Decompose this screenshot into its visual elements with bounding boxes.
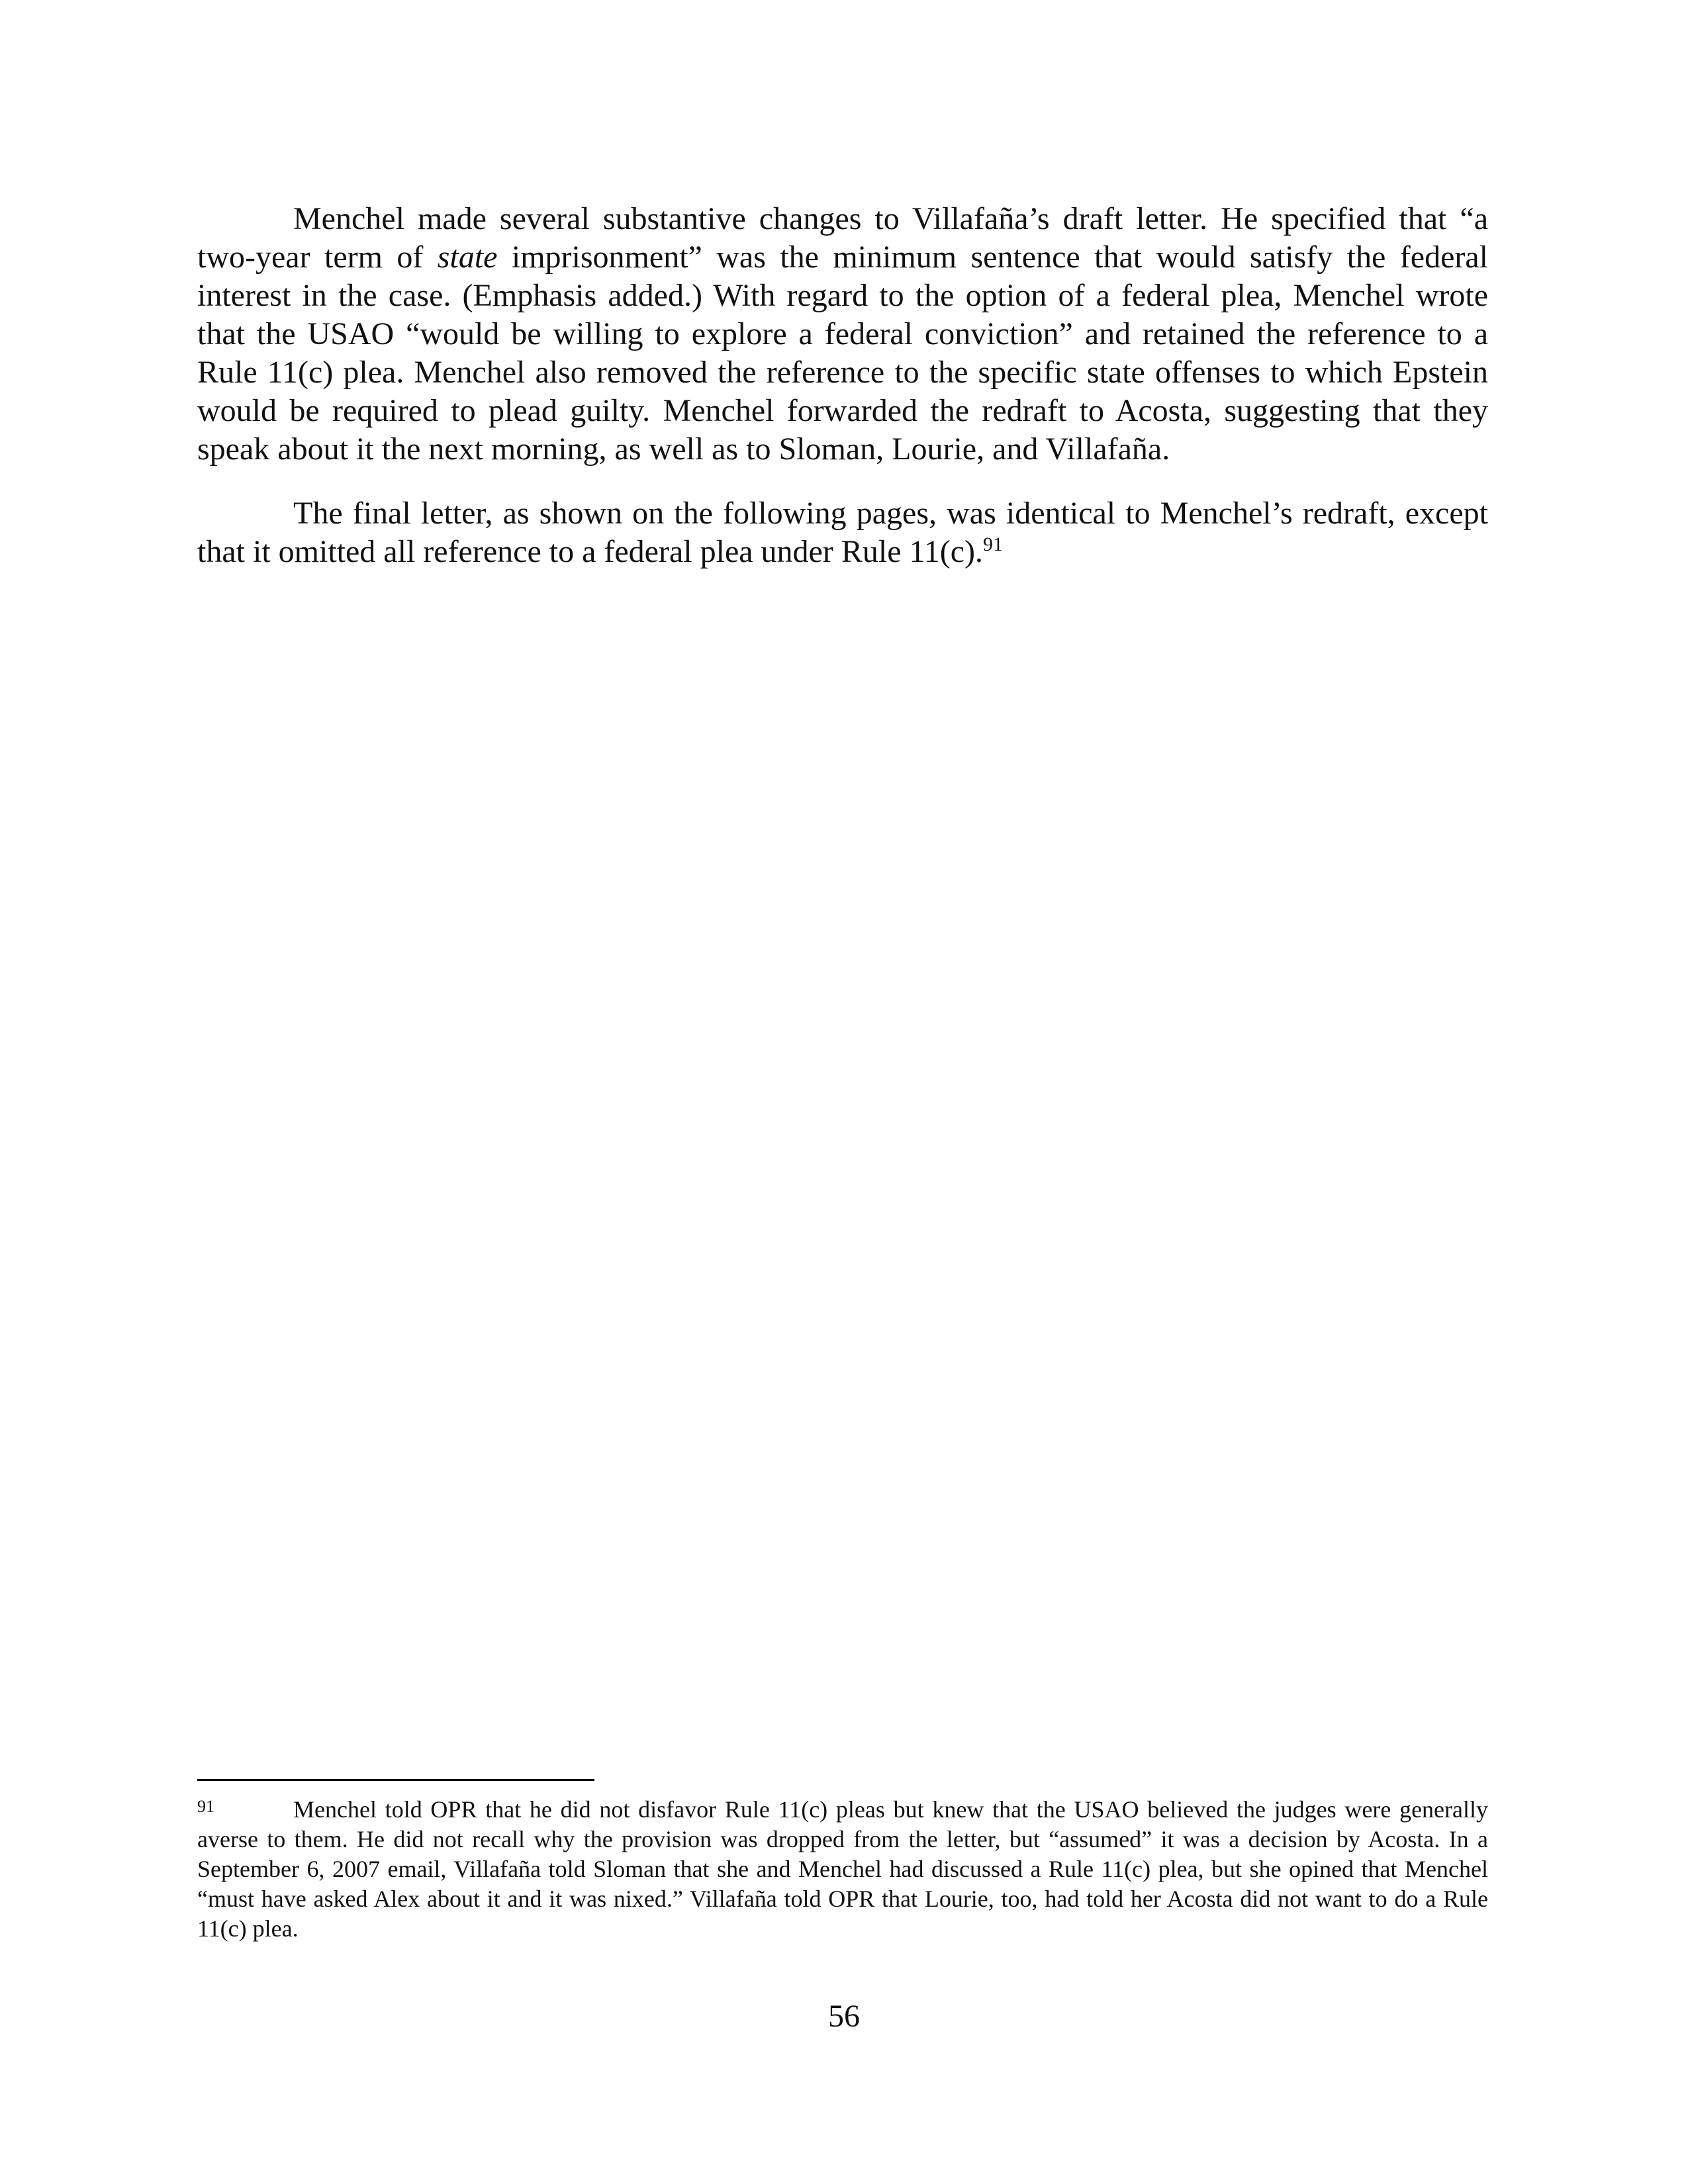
footnote-reference[interactable]: 91 xyxy=(983,533,1003,555)
footnote-91 xyxy=(197,1795,1488,1944)
footnote-text: Menchel told OPR that he did not disfavor Rule 11(c) pleas but knew that the USAO believed the judges were generally averse to them. He did not recall why the provision was dropped from the letter, but “assumed” it was a decision by Acosta. In a September 6, 2007 email, Villafaña told Sloman that she and Menchel had discussed a Rule 11(c) plea, but she opined that Menchel “must have asked Alex about it and it was nixed.” Villafaña told OPR that Lourie, too, had told her Acosta did not want to do a Rule 11(c) plea. xyxy=(197,1796,1488,1942)
body-paragraph-2 xyxy=(197,494,1488,571)
footnote-number: 91 xyxy=(197,1797,214,1816)
paragraph-1-text-b: imprisonment” was the minimum sentence that would satisfy the federal interest in the case. (Emphasis added.) With regard to the option of a federal plea, Menchel wrote that the USAO “would be willing to explore a federal conviction” and retained the reference to a Rule 11(c) plea. Menchel also removed the reference to the specific state offenses to which Epstein would be required to plead guilty. Menchel forwarded the redraft to Acosta, suggesting that they speak about it the next morning, as well as to Sloman, Lourie, and Villafaña. xyxy=(197,240,1488,467)
footnote-divider xyxy=(197,1779,594,1781)
body-paragraph-1 xyxy=(197,200,1488,469)
paragraph-1-text-a: Menchel made several substantive changes to Villafaña’s draft letter. He specified that “a two-year term of xyxy=(197,201,1488,275)
paragraph-2-text: The final letter, as shown on the following pages, was identical to Menchel’s redraft, except that it omitted all reference to a federal plea under Rule 11(c). xyxy=(197,496,1488,569)
page-number: 56 xyxy=(828,1999,860,2034)
paragraph-1-emphasis: state xyxy=(437,240,498,275)
